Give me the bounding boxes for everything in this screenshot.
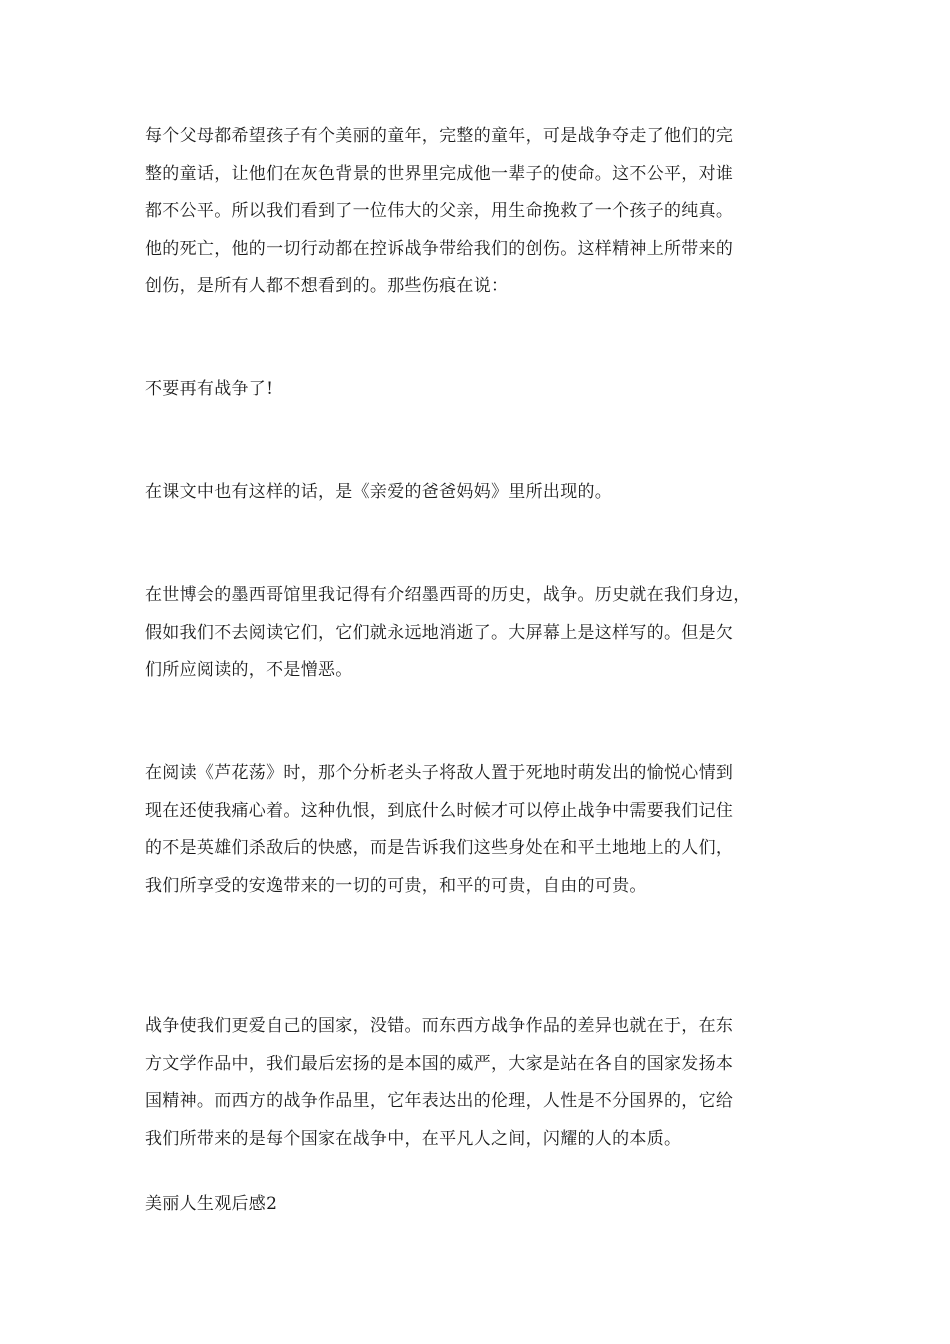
text-line: 方文学作品中，我们最后宏扬的是本国的威严，大家是站在各自的国家发扬本 xyxy=(145,1053,734,1074)
text-line: 他的死亡，他的一切行动都在控诉战争带给我们的创伤。这样精神上所带来的 xyxy=(145,238,734,259)
text-line: 我们所享受的安逸带来的一切的可贵，和平的可贵，自由的可贵。 xyxy=(145,875,647,896)
section-heading xyxy=(145,1186,805,1224)
paragraph-no-more-war xyxy=(145,371,805,409)
text-line: 我们所带来的是每个国家在战争中，在平凡人之间，闪耀的人的本质。 xyxy=(145,1128,682,1149)
text-line: 在课文中也有这样的话，是《亲爱的爸爸妈妈》里所出现的。 xyxy=(145,482,613,502)
paragraph-luhuadang xyxy=(145,755,805,905)
text-line: 创伤，是所有人都不想看到的。那些伤痕在说： xyxy=(145,276,509,296)
text-line: 国精神。而西方的战争作品里，它年表达出的伦理，人性是不分国界的，它给 xyxy=(145,1091,734,1111)
text-line: 在世博会的墨西哥馆里我记得有介绍墨西哥的历史，战争。历史就在我们身边， xyxy=(145,585,751,605)
text-line: 战争使我们更爱自己的国家，没错。而东西方战争作品的差异也就在于，在东 xyxy=(145,1016,734,1036)
text-line: 每个父母都希望孩子有个美丽的童年，完整的童年，可是战争夺走了他们的完 xyxy=(145,126,734,146)
text-line: 的不是英雄们杀敌后的快感，而是告诉我们这些身处在和平土地地上的人们， xyxy=(145,838,734,858)
paragraph-war-childhood xyxy=(145,118,805,306)
text-line: 假如我们不去阅读它们，它们就永远地消逝了。大屏幕上是这样写的。但是欠 xyxy=(145,622,734,643)
text-line: 现在还使我痛心着。这种仇恨，到底什么时候才可以停止战争中需要我们记住 xyxy=(145,800,734,821)
paragraph-east-west xyxy=(145,1008,805,1158)
text-line: 不要再有战争了! xyxy=(145,379,274,399)
paragraph-expo-mexico xyxy=(145,577,805,690)
text-line: 美丽人生观后感2 xyxy=(145,1194,278,1214)
text-line: 都不公平。所以我们看到了一位伟大的父亲，用生命挽救了一个孩子的纯真。 xyxy=(145,201,734,221)
text-line: 们所应阅读的，不是憎恶。 xyxy=(145,660,353,680)
text-line: 在阅读《芦花荡》时，那个分析老头子将敌人置于死地时萌发出的愉悦心情到 xyxy=(145,763,734,783)
paragraph-textbook-quote xyxy=(145,474,805,512)
text-line: 整的童话，让他们在灰色背景的世界里完成他一辈子的使命。这不公平，对谁 xyxy=(145,163,734,184)
